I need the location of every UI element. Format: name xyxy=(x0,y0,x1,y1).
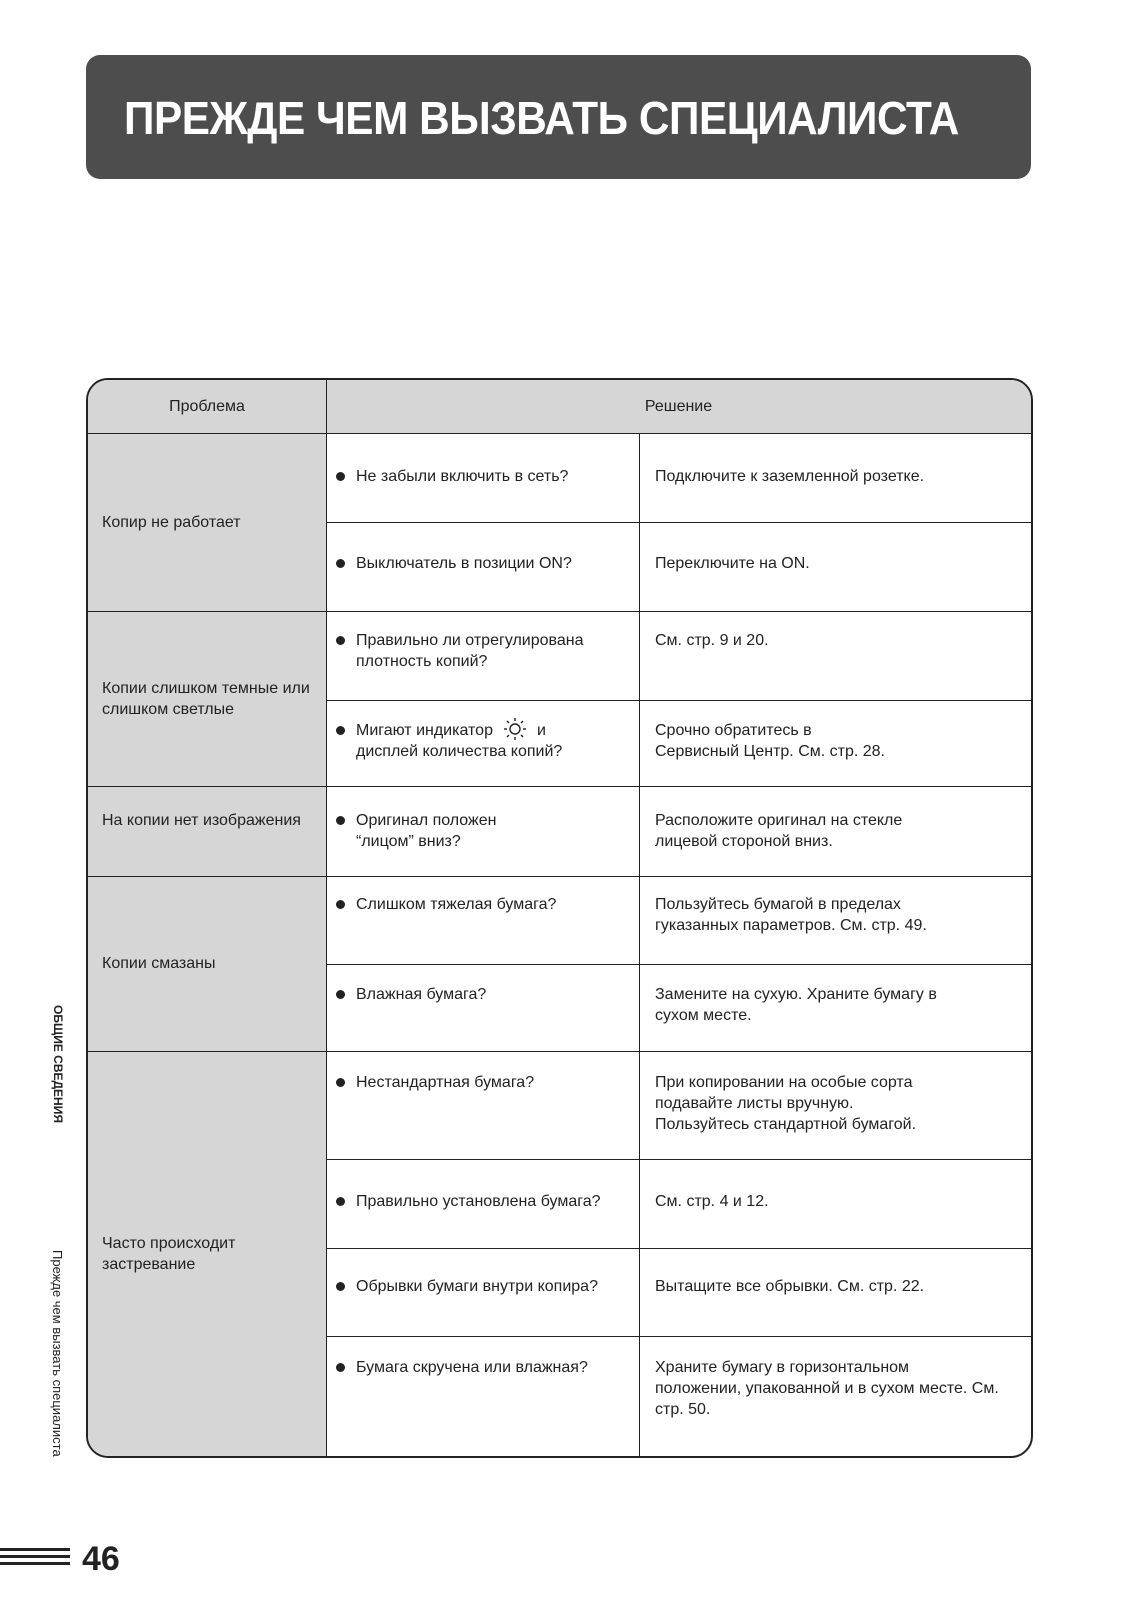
row-divider xyxy=(88,1051,1031,1052)
solution-cell: Замените на сухую. Храните бумагу в сухом месте. xyxy=(655,986,937,1024)
question-cell xyxy=(326,984,639,1005)
question-cell xyxy=(326,1276,639,1297)
question-cell xyxy=(326,553,639,574)
page-title: ПРЕЖДЕ ЧЕМ ВЫЗВАТЬ СПЕЦИАЛИСТА xyxy=(124,92,959,144)
problem-cell: На копии нет изображения xyxy=(88,786,326,876)
question-text: Не забыли включить в сеть? xyxy=(356,468,569,485)
question-text: Нестандартная бумага? xyxy=(356,1074,535,1091)
bullet-icon xyxy=(336,1363,345,1372)
solution-cell: Вытащите все обрывки. См. стр. 22. xyxy=(655,1278,925,1295)
solution-cell: Переключите на ON. xyxy=(655,555,810,572)
row-divider xyxy=(326,964,1031,965)
question-text: дисплей количества копий? xyxy=(356,743,563,760)
question-text: Выключатель в позиции ON? xyxy=(356,555,572,572)
bullet-icon xyxy=(336,636,345,645)
row-divider xyxy=(326,700,1031,701)
bullet-icon xyxy=(336,1078,345,1087)
bullet-icon xyxy=(336,559,345,568)
bullet-icon xyxy=(336,816,345,825)
solution-cell: Пользуйтесь бумагой в пределах гуказанных параметров. См. стр. 49. xyxy=(655,896,927,934)
question-cell xyxy=(326,630,639,672)
column-divider xyxy=(639,433,640,1456)
row-divider xyxy=(326,1159,1031,1160)
bullet-icon xyxy=(336,472,345,481)
header-problem: Проблема xyxy=(88,380,326,433)
running-side-label: Прежде чем вызвать специалиста xyxy=(50,1250,65,1457)
row-divider xyxy=(88,876,1031,877)
solution-cell: Расположите оригинал на стекле лицевой стороной вниз. xyxy=(655,812,903,850)
question-text: Обрывки бумаги внутри копира? xyxy=(356,1278,598,1295)
header-solution: Решение xyxy=(326,380,1031,433)
solution-cell: Храните бумагу в горизонтальном положении, упакованной и в сухом месте. См. стр. 50. xyxy=(655,1359,999,1418)
question-text: Бумага скручена или влажная? xyxy=(356,1359,588,1376)
solution-cell: См. стр. 4 и 12. xyxy=(655,1193,769,1210)
question-cell xyxy=(326,1191,639,1212)
page-number-rule xyxy=(0,1548,70,1569)
question-text: Оригинал положен “лицом” вниз? xyxy=(356,812,497,850)
problem-cell: Копии слишком темные или слишком светлые xyxy=(88,611,326,786)
problem-cell: Часто происходит застревание xyxy=(88,1051,326,1456)
question-text: и xyxy=(536,722,546,739)
bullet-icon xyxy=(336,1282,345,1291)
question-cell xyxy=(326,894,639,915)
row-divider xyxy=(326,522,1031,523)
column-divider xyxy=(326,380,327,1456)
row-divider xyxy=(88,786,1031,787)
row-divider xyxy=(88,611,1031,612)
brightness-sun-icon xyxy=(503,718,527,740)
section-side-label: ОБЩИЕ СВЕДЕНИЯ xyxy=(51,1005,65,1123)
question-text: Влажная бумага? xyxy=(356,986,487,1003)
question-text: Правильно ли отрегулирована плотность копий? xyxy=(356,632,584,670)
problem-cell: Копир не работает xyxy=(88,433,326,611)
question-text: Слишком тяжелая бумага? xyxy=(356,896,557,913)
question-cell xyxy=(326,810,566,852)
question-cell xyxy=(326,1072,639,1093)
bullet-icon xyxy=(336,726,345,735)
bullet-icon xyxy=(336,900,345,909)
solution-cell: См. стр. 9 и 20. xyxy=(655,632,769,649)
solution-cell: Подключите к заземленной розетке. xyxy=(655,468,925,485)
row-divider xyxy=(326,1248,1031,1249)
solution-cell: При копировании на особые сорта подавайте листы вручную. Пользуйтесь стандартной бумагой. xyxy=(655,1074,917,1133)
title-banner xyxy=(86,55,1031,179)
question-text: Правильно установлена бумага? xyxy=(356,1193,601,1210)
page-number: 46 xyxy=(82,1540,120,1578)
question-cell xyxy=(326,466,639,487)
question-cell xyxy=(326,720,639,762)
bullet-icon xyxy=(336,990,345,999)
solution-cell: Срочно обратитесь в Сервисный Центр. См. стр. 28. xyxy=(655,722,885,760)
problem-cell: Копии смазаны xyxy=(88,876,326,1051)
row-divider xyxy=(326,1336,1031,1337)
troubleshooting-table xyxy=(86,378,1033,1458)
row-divider xyxy=(88,433,1031,434)
question-cell xyxy=(326,1357,639,1378)
bullet-icon xyxy=(336,1197,345,1206)
question-text: Мигают индикатор xyxy=(356,722,493,739)
